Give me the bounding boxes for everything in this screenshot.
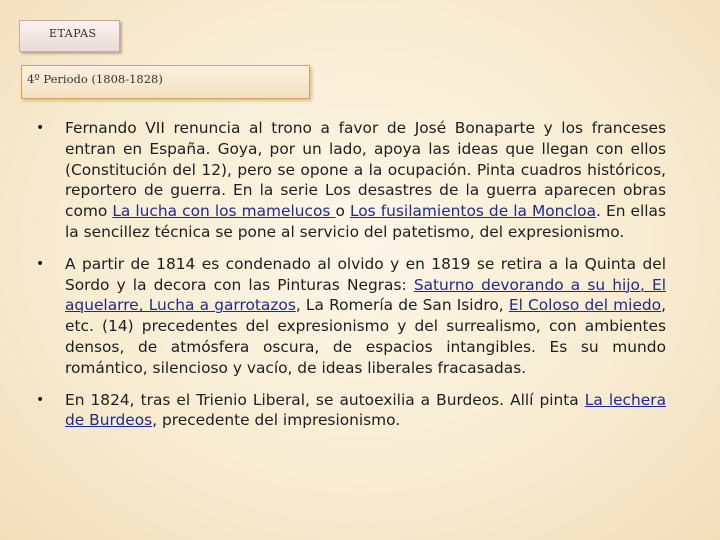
paragraph-text: . En ellas la sencillez técnica se pone al servicio del patetismo, del expresionismo.: [65, 202, 666, 241]
section-tab: [19, 20, 120, 52]
paragraph-text: A partir de 1814 es condenado al olvido y en 1819 se retira a la Quinta del Sordo y la decora con las Pinturas Negras:: [65, 254, 666, 294]
paragraph-text: Fernando VII renuncia al trono a favor de José Bonaparte y los franceses entran en España. Goya, por un lado, apoya las ideas que llegan con ellos (Constitución del 12), pero se opone a la ocupación. Pinta cuadros históricos, reportero de guerra. En la serie Los desastres de la guerra aparecen obras como: [65, 119, 666, 221]
bullet-icon: •: [36, 255, 45, 272]
period-title-box: [21, 65, 310, 99]
paragraph-text: En 1824, tras el Trienio Liberal, se autoexilia a Burdeos. Allí pinta: [65, 390, 585, 409]
paragraph-text: , etc. (14) precedentes del expresionismo y del surrealismo, con ambientes densos, de atmósfera oscura, de espacios intangibles. Es su mundo romántico, silencioso y vacío, de ideas liberales fracasadas.: [65, 296, 667, 377]
slide-content: [36, 118, 666, 442]
link-la-lechera-de-burdeos[interactable]: La lechera de Burdeos: [65, 390, 667, 430]
paragraph-text: , La Romería de San Isidro,: [295, 296, 509, 315]
link-la-lucha-con-los-mamelucos[interactable]: La lucha con los mamelucos: [112, 202, 336, 221]
period-title: 4º Periodo (1808-1828): [27, 72, 163, 86]
bullet-icon: •: [36, 391, 45, 408]
bullet-paragraph: [36, 254, 666, 379]
bullet-paragraph: [36, 118, 666, 243]
bullet-paragraph: [36, 390, 666, 432]
link-el-coloso-del-miedo[interactable]: El Coloso del miedo: [508, 296, 662, 315]
section-tab-label: ETAPAS: [49, 27, 97, 40]
bullet-icon: •: [36, 120, 45, 136]
paragraph-text: o: [335, 202, 350, 221]
paragraph-text: , precedente del impresionismo.: [152, 411, 401, 430]
link-los-fusilamientos[interactable]: Los fusilamientos de la Moncloa: [349, 202, 597, 221]
link-pinturas-negras[interactable]: Saturno devorando a su hijo, El aquelarre, Lucha a garrotazos: [65, 275, 666, 315]
